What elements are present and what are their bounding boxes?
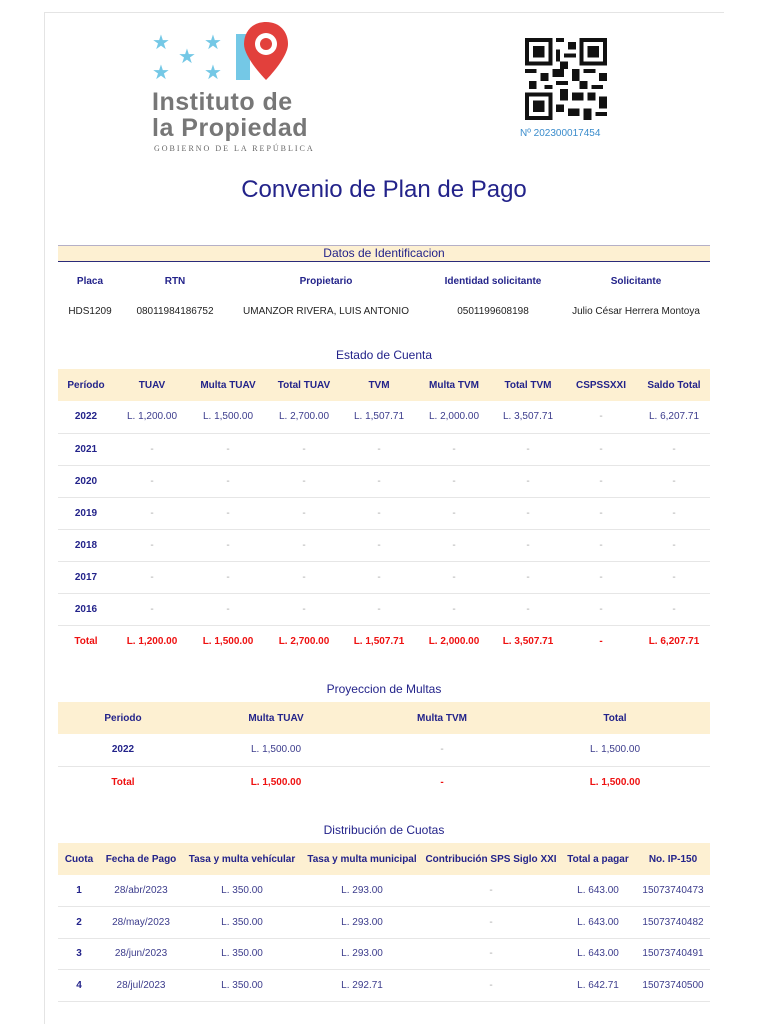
value-cell: -: [564, 529, 638, 561]
value-cell: -: [564, 465, 638, 497]
table-row: [58, 970, 710, 1002]
row-label-cell: 2020: [58, 465, 114, 497]
identidad-value: 0501199608198: [457, 305, 529, 317]
header-cell: Total a pagar: [560, 843, 636, 875]
value-cell: -: [416, 465, 492, 497]
total-value-cell: L. 1,500.00: [202, 635, 254, 647]
header-cell: Período: [58, 369, 114, 401]
institution-logo: [150, 20, 330, 160]
total-value-cell: L. 2,700.00: [278, 635, 330, 647]
header-cell: Tasa y multa vehícular: [182, 843, 302, 875]
value-cell: -: [266, 465, 342, 497]
table-row: [58, 561, 710, 593]
header-cell: Placa: [76, 275, 104, 287]
logo-text-line2: la Propiedad: [152, 114, 309, 142]
row-label-cell: 2019: [58, 497, 114, 529]
value-cell: L. 2,700.00: [266, 401, 342, 433]
header-cell: Fecha de Pago: [100, 843, 182, 875]
value-cell: -: [266, 561, 342, 593]
value-cell: -: [342, 561, 416, 593]
table-header-row: [58, 266, 710, 296]
location-pin-icon: [236, 20, 292, 84]
value-cell: -: [638, 465, 710, 497]
row-label-cell: 2022: [58, 734, 188, 766]
value-cell: L. 350.00: [182, 970, 302, 1002]
row-label-cell: 1: [58, 875, 100, 907]
value-cell: L. 293.00: [302, 938, 422, 970]
header-cell: Identidad solicitante: [444, 275, 542, 287]
table-row: [58, 465, 710, 497]
value-cell: -: [364, 734, 520, 766]
value-cell: -: [342, 433, 416, 465]
value-cell: L. 350.00: [182, 938, 302, 970]
row-label-cell: 2021: [58, 433, 114, 465]
total-label-cell: Total: [74, 635, 98, 647]
total-value-cell: L. 1,507.71: [353, 635, 405, 647]
value-cell: -: [416, 433, 492, 465]
value-cell: -: [564, 593, 638, 625]
placa-value: HDS1209: [68, 305, 112, 317]
value-cell: -: [638, 433, 710, 465]
total-row: [58, 766, 710, 798]
value-cell: 28/abr/2023: [100, 875, 182, 907]
value-cell: -: [422, 938, 560, 970]
value-cell: -: [266, 593, 342, 625]
table-row: [58, 593, 710, 625]
value-cell: 28/may/2023: [100, 907, 182, 939]
document-number: Nº 202300017454: [520, 128, 601, 139]
value-cell: -: [266, 497, 342, 529]
solicitante-value: Julio César Herrera Montoya: [572, 305, 700, 317]
value-cell: -: [190, 593, 266, 625]
header-cell: Solicitante: [610, 275, 662, 287]
value-cell: -: [342, 497, 416, 529]
value-cell: L. 1,500.00: [188, 734, 364, 766]
row-label-cell: 4: [58, 970, 100, 1002]
value-cell: -: [190, 561, 266, 593]
value-cell: 15073740500: [636, 970, 710, 1002]
value-cell: L. 643.00: [560, 875, 636, 907]
table-row: [58, 401, 710, 433]
value-cell: L. 292.71: [302, 970, 422, 1002]
value-cell: -: [342, 529, 416, 561]
rtn-value: 08011984186752: [136, 305, 214, 317]
logo-text-line1: Instituto de: [152, 88, 293, 116]
value-cell: -: [114, 529, 190, 561]
value-cell: -: [266, 433, 342, 465]
value-cell: -: [638, 593, 710, 625]
table-header-row: [58, 369, 710, 401]
header-cell: Propietario: [299, 275, 353, 287]
row-label-cell: 2016: [58, 593, 114, 625]
header-cell: Total TVM: [492, 369, 564, 401]
value-cell: L. 293.00: [302, 907, 422, 939]
header-cell: Cuota: [58, 843, 100, 875]
total-value-cell: L. 6,207.71: [648, 635, 700, 647]
row-label-cell: 3: [58, 938, 100, 970]
value-cell: -: [342, 465, 416, 497]
value-cell: L. 2,000.00: [416, 401, 492, 433]
value-cell: 15073740482: [636, 907, 710, 939]
value-cell: L. 350.00: [182, 875, 302, 907]
value-cell: -: [564, 561, 638, 593]
cuotas-table: [58, 843, 710, 1002]
value-cell: -: [114, 497, 190, 529]
value-cell: L. 1,500.00: [520, 734, 710, 766]
table-row: [58, 529, 710, 561]
value-cell: L. 643.00: [560, 938, 636, 970]
header-cell: Tasa y multa municipal: [302, 843, 422, 875]
value-cell: -: [422, 907, 560, 939]
table-row: [58, 433, 710, 465]
total-label-cell: Total: [111, 776, 135, 788]
value-cell: -: [416, 529, 492, 561]
qr-code-icon: [525, 36, 607, 122]
page-title: Convenio de Plan de Pago: [241, 176, 527, 203]
value-cell: -: [416, 497, 492, 529]
value-cell: -: [114, 433, 190, 465]
proyeccion-table: [58, 702, 710, 798]
propietario-value: UMANZOR RIVERA, LUIS ANTONIO: [243, 305, 409, 317]
header-cell: CSPSSXXI: [564, 369, 638, 401]
header-cell: Total TUAV: [266, 369, 342, 401]
row-label-cell: 2018: [58, 529, 114, 561]
value-cell: -: [564, 401, 638, 433]
total-row: [58, 625, 710, 657]
value-cell: -: [492, 433, 564, 465]
total-value-cell: -: [440, 776, 444, 788]
value-cell: -: [190, 433, 266, 465]
header-cell: TVM: [342, 369, 416, 401]
total-value-cell: L. 3,507.71: [502, 635, 554, 647]
header-cell: Multa TUAV: [190, 369, 266, 401]
value-cell: L. 6,207.71: [638, 401, 710, 433]
header-cell: RTN: [164, 275, 186, 287]
value-cell: -: [114, 593, 190, 625]
header-cell: No. IP-150: [636, 843, 710, 875]
value-cell: -: [416, 561, 492, 593]
identification-table: [58, 266, 710, 326]
identification-section-header: [58, 245, 710, 262]
value-cell: -: [492, 497, 564, 529]
estado-section-title: Estado de Cuenta: [335, 348, 433, 362]
value-cell: -: [564, 433, 638, 465]
value-cell: -: [492, 529, 564, 561]
header-cell: Total: [520, 702, 710, 734]
value-cell: -: [190, 497, 266, 529]
header-cell: TUAV: [114, 369, 190, 401]
value-cell: -: [564, 497, 638, 529]
value-cell: 28/jun/2023: [100, 938, 182, 970]
value-cell: -: [638, 497, 710, 529]
value-cell: -: [114, 561, 190, 593]
row-label-cell: 2017: [58, 561, 114, 593]
header-cell: Multa TUAV: [188, 702, 364, 734]
header-cell: Multa TVM: [364, 702, 520, 734]
table-header-row: [58, 702, 710, 734]
value-cell: -: [416, 593, 492, 625]
value-cell: -: [638, 529, 710, 561]
value-cell: 15073740491: [636, 938, 710, 970]
table-row: [58, 938, 710, 970]
table-row: [58, 907, 710, 939]
stars-icon: ★ ★ ★ ★ ★: [152, 32, 222, 84]
value-cell: L. 293.00: [302, 875, 422, 907]
value-cell: -: [422, 970, 560, 1002]
value-cell: -: [422, 875, 560, 907]
value-cell: L. 3,507.71: [492, 401, 564, 433]
row-label-cell: 2022: [58, 401, 114, 433]
value-cell: -: [266, 529, 342, 561]
total-value-cell: L. 1,200.00: [126, 635, 178, 647]
cuotas-section-title: Distribución de Cuotas: [323, 823, 445, 837]
header-cell: Periodo: [58, 702, 188, 734]
header-cell: Multa TVM: [416, 369, 492, 401]
logo-text-line3: GOBIERNO DE LA REPÚBLICA: [154, 144, 315, 153]
value-cell: 28/jul/2023: [100, 970, 182, 1002]
estado-cuenta-table: [58, 369, 710, 657]
table-row: [58, 296, 710, 326]
header-cell: Contribución SPS Siglo XXI: [422, 843, 560, 875]
value-cell: L. 1,500.00: [190, 401, 266, 433]
value-cell: -: [342, 593, 416, 625]
row-label-cell: 2: [58, 907, 100, 939]
identification-section-title: Datos de Identificacion: [323, 246, 445, 260]
table-row: [58, 734, 710, 766]
table-row: [58, 875, 710, 907]
total-value-cell: L. 1,500.00: [250, 776, 302, 788]
value-cell: L. 350.00: [182, 907, 302, 939]
value-cell: 15073740473: [636, 875, 710, 907]
value-cell: -: [190, 529, 266, 561]
value-cell: -: [638, 561, 710, 593]
value-cell: -: [492, 465, 564, 497]
value-cell: -: [190, 465, 266, 497]
proyeccion-section-title: Proyeccion de Multas: [326, 682, 442, 696]
value-cell: L. 643.00: [560, 907, 636, 939]
value-cell: -: [492, 561, 564, 593]
total-value-cell: L. 1,500.00: [589, 776, 641, 788]
value-cell: L. 1,200.00: [114, 401, 190, 433]
total-value-cell: -: [599, 635, 603, 647]
table-header-row: [58, 843, 710, 875]
table-row: [58, 497, 710, 529]
total-value-cell: L. 2,000.00: [428, 635, 480, 647]
header-cell: Saldo Total: [638, 369, 710, 401]
value-cell: L. 642.71: [560, 970, 636, 1002]
value-cell: L. 1,507.71: [342, 401, 416, 433]
value-cell: -: [114, 465, 190, 497]
value-cell: -: [492, 593, 564, 625]
